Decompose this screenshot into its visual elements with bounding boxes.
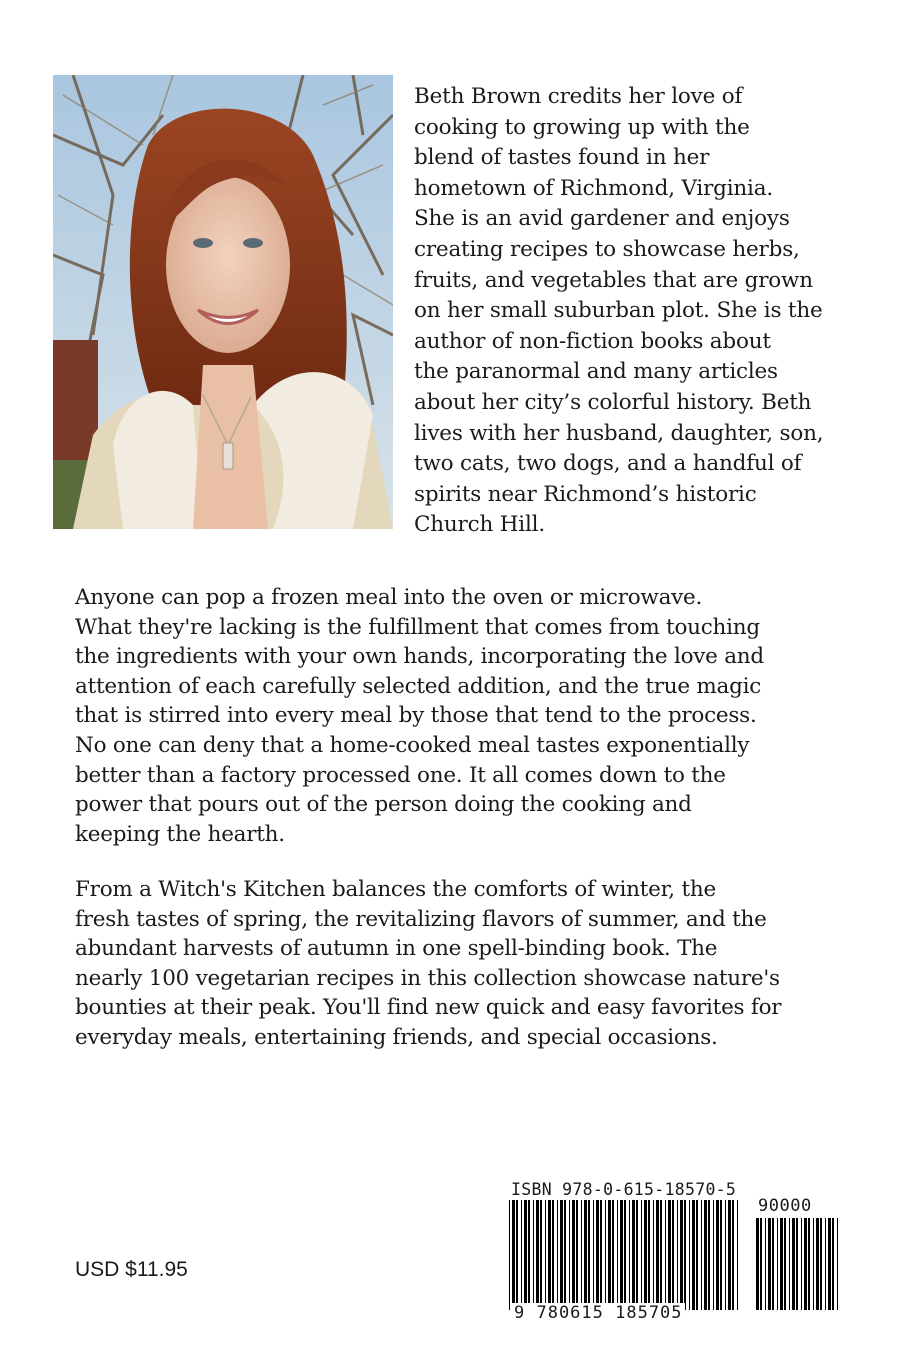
barcode-bar bbox=[665, 1200, 666, 1310]
barcode-bar bbox=[581, 1200, 582, 1310]
barcode-bar bbox=[832, 1218, 834, 1310]
barcode-bar bbox=[780, 1218, 783, 1310]
barcode-bar bbox=[825, 1218, 826, 1310]
barcode-bar bbox=[632, 1200, 635, 1310]
barcode-bar bbox=[648, 1200, 650, 1310]
barcode-bar bbox=[653, 1200, 654, 1310]
blurb-line: keeping the hearth. bbox=[75, 821, 285, 847]
blurb-paragraph-1 bbox=[75, 583, 855, 849]
isbn-barcode bbox=[509, 1200, 740, 1310]
barcode-bar bbox=[656, 1200, 659, 1310]
barcode-bar bbox=[588, 1200, 590, 1310]
barcode-bar bbox=[696, 1200, 698, 1310]
barcode-bar bbox=[801, 1218, 802, 1310]
barcode-bar bbox=[641, 1200, 642, 1310]
barcode-bar bbox=[777, 1218, 778, 1310]
barcode-addon-number: 90000 bbox=[758, 1196, 812, 1216]
barcode-bar bbox=[612, 1200, 614, 1310]
barcode-bar bbox=[536, 1200, 539, 1310]
barcode-bar bbox=[713, 1200, 714, 1310]
barcode-digits: 9 780615 185705 bbox=[514, 1303, 683, 1323]
barcode-bar bbox=[684, 1200, 686, 1310]
barcode-bar bbox=[804, 1218, 807, 1310]
bio-line: spirits near Richmond’s historic bbox=[414, 481, 757, 507]
barcode-bar bbox=[816, 1218, 819, 1310]
author-bio bbox=[414, 82, 854, 541]
barcode-bar bbox=[644, 1200, 647, 1310]
barcode-bar bbox=[605, 1200, 606, 1310]
barcode-bar bbox=[808, 1218, 810, 1310]
barcode-bar bbox=[725, 1200, 726, 1310]
barcode-bar bbox=[617, 1200, 618, 1310]
barcode-bar bbox=[557, 1200, 558, 1310]
barcode-bar bbox=[732, 1200, 734, 1310]
barcode-bar bbox=[569, 1200, 570, 1310]
barcode-bar bbox=[584, 1200, 587, 1310]
barcode-bar bbox=[772, 1218, 774, 1310]
barcode-bar bbox=[737, 1200, 738, 1310]
barcode-bar bbox=[796, 1218, 798, 1310]
barcode-bar bbox=[720, 1200, 722, 1310]
bio-line: blend of tastes found in her bbox=[414, 145, 710, 171]
barcode-bar bbox=[524, 1200, 527, 1310]
blurb-line: attention of each carefully selected addition, and the true magic bbox=[75, 673, 762, 699]
barcode-bar bbox=[820, 1218, 822, 1310]
bio-line: Church Hill. bbox=[414, 512, 545, 538]
blurb-line: nearly 100 vegetarian recipes in this collection showcase nature's bbox=[75, 965, 780, 991]
barcode-bar bbox=[600, 1200, 602, 1310]
barcode-bar bbox=[540, 1200, 542, 1310]
barcode-bar bbox=[765, 1218, 766, 1310]
author-photo bbox=[53, 75, 393, 529]
blurb-line: Anyone can pop a frozen meal into the oven or microwave. bbox=[75, 585, 703, 610]
barcode-bar bbox=[560, 1200, 563, 1310]
barcode-bar bbox=[760, 1218, 762, 1310]
barcode-bar bbox=[716, 1200, 719, 1310]
barcode-bar bbox=[828, 1218, 831, 1310]
bio-line: two cats, two dogs, and a handful of bbox=[414, 451, 802, 477]
bio-line: on her small suburban plot. She is the bbox=[414, 298, 823, 324]
barcode-bar bbox=[629, 1200, 630, 1310]
barcode-bar bbox=[509, 1200, 510, 1310]
blurb-line: that is stirred into every meal by those that tend to the process. bbox=[75, 703, 757, 729]
bio-line: hometown of Richmond, Virginia. bbox=[414, 175, 773, 201]
blurb-line: power that pours out of the person doing the cooking and bbox=[75, 792, 692, 818]
barcode-bar bbox=[792, 1218, 795, 1310]
blurb-line: abundant harvests of autumn in one spell-binding book. The bbox=[75, 936, 718, 962]
blurb-line: bounties at their peak. You'll find new quick and easy favorites for bbox=[75, 995, 782, 1021]
bio-line: She is an avid gardener and enjoys bbox=[414, 206, 790, 232]
blurb-line: everyday meals, entertaining friends, and special occasions. bbox=[75, 1024, 718, 1050]
barcode-bar bbox=[660, 1200, 662, 1310]
bio-line: author of non-fiction books about bbox=[414, 328, 771, 354]
barcode-bar bbox=[521, 1200, 522, 1310]
barcode-bar bbox=[813, 1218, 814, 1310]
blurb-line: No one can deny that a home-cooked meal tastes exponentially bbox=[75, 732, 750, 758]
blurb-paragraph-2 bbox=[75, 875, 855, 1053]
barcode-bar bbox=[680, 1200, 683, 1310]
barcode-bar bbox=[837, 1218, 838, 1310]
barcode-bar bbox=[564, 1200, 566, 1310]
barcode-bar bbox=[708, 1200, 710, 1310]
barcode-bar bbox=[768, 1218, 771, 1310]
blurb-line: fresh tastes of spring, the revitalizing flavors of summer, and the bbox=[75, 906, 767, 932]
barcode-bar bbox=[789, 1218, 790, 1310]
barcode-bar bbox=[689, 1200, 690, 1310]
price-label: USD $11.95 bbox=[75, 1258, 188, 1281]
barcode-bar bbox=[704, 1200, 707, 1310]
bio-line: Beth Brown credits her love of bbox=[414, 84, 743, 109]
barcode-bar bbox=[528, 1200, 530, 1310]
barcode-bar bbox=[576, 1200, 578, 1310]
barcode-bar bbox=[593, 1200, 594, 1310]
barcode-bar bbox=[672, 1200, 674, 1310]
barcode-bar bbox=[728, 1200, 731, 1310]
blurb-line: the ingredients with your own hands, incorporating the love and bbox=[75, 644, 764, 670]
barcode-bar bbox=[756, 1218, 759, 1310]
bio-line: creating recipes to showcase herbs, bbox=[414, 236, 800, 262]
barcode-bar bbox=[548, 1200, 551, 1310]
barcode-bar bbox=[545, 1200, 546, 1310]
blurb-line: What they're lacking is the fulfillment that comes from touching bbox=[75, 614, 760, 640]
addon-barcode bbox=[756, 1218, 838, 1310]
bio-line: lives with her husband, daughter, son, bbox=[414, 420, 824, 446]
blurb-line: better than a factory processed one. It all comes down to the bbox=[75, 762, 726, 788]
barcode-bar bbox=[533, 1200, 534, 1310]
blurb-line: From a Witch's Kitchen balances the comforts of winter, the bbox=[75, 877, 716, 902]
barcode-bar bbox=[572, 1200, 575, 1310]
bio-line: cooking to growing up with the bbox=[414, 114, 750, 140]
barcode-bar bbox=[677, 1200, 678, 1310]
barcode-bar bbox=[624, 1200, 626, 1310]
bio-line: about her city’s colorful history. Beth bbox=[414, 389, 812, 415]
isbn-label: ISBN 978-0-615-18570-5 bbox=[511, 1180, 737, 1199]
barcode-bar bbox=[608, 1200, 611, 1310]
barcode-bar bbox=[784, 1218, 786, 1310]
barcode-bar bbox=[516, 1200, 518, 1310]
barcode-bar bbox=[636, 1200, 638, 1310]
barcode-bar bbox=[552, 1200, 554, 1310]
bio-line: fruits, and vegetables that are grown bbox=[414, 267, 813, 293]
barcode-bar bbox=[668, 1200, 671, 1310]
barcode-bar bbox=[620, 1200, 623, 1310]
barcode-bar bbox=[701, 1200, 702, 1310]
bio-line: the paranormal and many articles bbox=[414, 359, 778, 385]
barcode-bar bbox=[512, 1200, 515, 1310]
barcode-bar bbox=[692, 1200, 695, 1310]
barcode-bar bbox=[596, 1200, 599, 1310]
